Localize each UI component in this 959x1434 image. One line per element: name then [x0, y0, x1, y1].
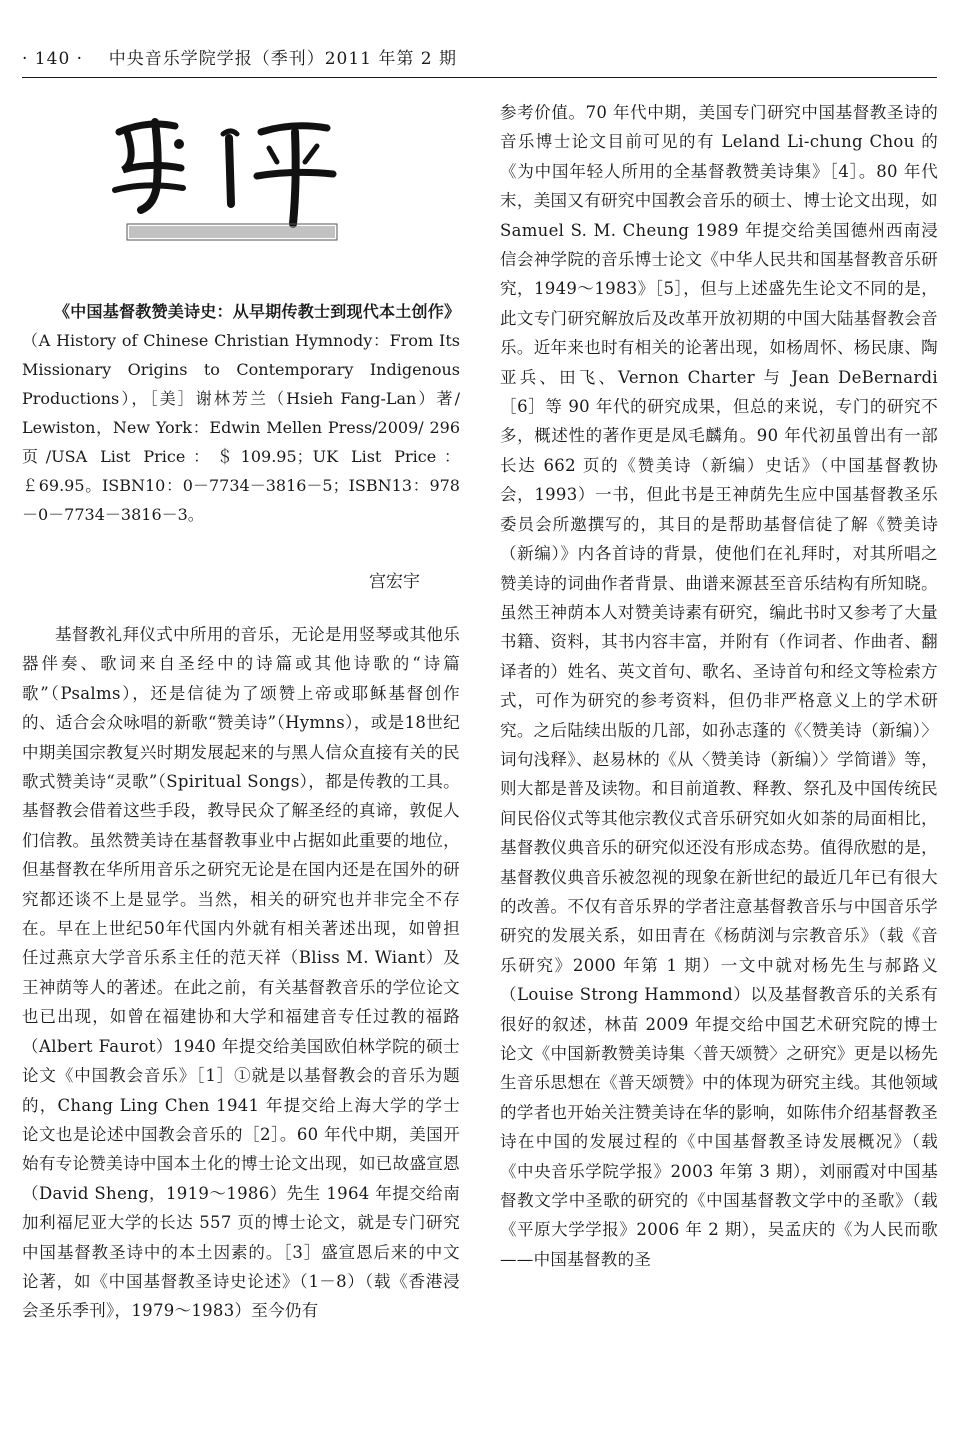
- section-title-calligraphy: [97, 92, 460, 257]
- review-author: 宫宏宇: [369, 572, 420, 592]
- header-rule: [22, 77, 937, 78]
- left-column: [22, 92, 460, 1414]
- body-text-right: 参考价值。70 年代中期，美国专门研究中国基督教圣诗的音乐博士论文目前可见的有 Leland Li-chung Chou 的《为中国年轻人所用的全基督教赞美诗集》［4］。80 年代末，美国又有研究中国教会音乐的硕士、博士论文出现，如 Samuel S. M. Cheung 1989 年提交给美国德州西南浸信会神学院的音乐博士论文《中华人民共和国基督教音乐研究，1949～1983》［5］，但与上述盛先生论文不同的是，此文专门研究解放后及改革开放初期的中国大陆基督教会音乐。近年来也时有相关的论著出现，如杨周怀、杨民康、陶亚兵、田飞、Vernon Charter 与 Jean DeBernardi［6］等 90 年代的研究成果，但总的来说，专门的研究不多，概述性的著作更是凤毛麟角。90 年代初虽曾出有一部长达 662 页的《赞美诗（新编）史话》（中国基督教协会，1993）一书，但此书是王神荫先生应中国基督教圣乐委员会所邀撰写的，其目的是帮助基督信徒了解《赞美诗（新编）》内各首诗的背景，使他们在礼拜时，对其所唱之赞美诗的词曲作者背景、曲谱来源甚至音乐结构有所知晓。虽然王神荫本人对赞美诗素有研究，编此书时又参考了大量书籍、资料，其书内容丰富，并附有（作词者、作曲者、翻译者的）姓名、英文首句、歌名、圣诗首句和经文等检索方式，可作为研究的参考资料，但仍非严格意义上的学术研究。之后陆续出版的几部，如孙志蓬的《〈赞美诗（新编）〉词句浅释》、赵易林的《从〈赞美诗（新编）〉学简谱》等，则大都是普及读物。和目前道教、释教、祭孔及中国传统民间民俗仪式等其他宗教仪式音乐研究如火如荼的局面相比，基督教仪典音乐的研究似还没有形成态势。值得欣慰的是，基督教仪典音乐被忽视的现象在新世纪的最近几年已有很大的改善。不仅有音乐界的学者注意基督教音乐与中国音乐学研究的发展关系，如田青在《杨荫浏与宗教音乐》（载《音乐研究》2000 年第 1 期）一文中就对杨先生与郝路义（Louise Strong Hammond）以及基督教音乐的关系有很好的叙述，林苗 2009 年提交给中国艺术研究院的博士论文《中国新教赞美诗集〈普天颂赞〉之研究》更是以杨先生音乐思想在《普天颂赞》中的体现为研究主线。其他领域的学者也开始关注赞美诗在华的影响，如陈伟介绍基督教圣诗在中国的发展过程的《中国基督教圣诗发展概况》（载《中央音乐学院学报》2003 年第 3 期），刘丽霞对中国基督教文学中圣歌的研究的《中国基督教文学中的圣歌》（载《平原大学学报》2006 年 2 期），吴孟庆的《为人民而歌——中国基督教的圣: [500, 103, 938, 1269]
- page-number: · 140 ·: [22, 49, 84, 69]
- running-header: [22, 44, 937, 69]
- book-citation: [22, 297, 460, 529]
- right-column: [500, 92, 938, 1414]
- book-details: （A History of Chinese Christian Hymnody：From Its Missionary Origins to Contemporary Indigenous Productions），［美］谢林芳兰（Hsieh Fang-Lan）著/ Lewiston，New York：Edwin Mellen Press/2009/ 296 页/USA List Price：＄109.95；UK List Price：￡69.95。ISBN10：0－7734－3816－5；ISBN13：978－0－7734－3816－3。: [22, 331, 460, 524]
- book-title: 《中国基督教赞美诗史：从早期传教士到现代本土创作》: [54, 302, 460, 321]
- calligraphy-logo: [97, 92, 357, 252]
- body-text-left: 基督教礼拜仪式中所用的音乐，无论是用竖琴或其他乐器伴奏、歌词来自圣经中的诗篇或其他诗歌的“诗篇歌”（Psalms），还是信徒为了颂赞上帝或耶稣基督创作的、适合会众咏唱的新歌“赞美诗”（Hymns），或是18世纪中期美国宗教复兴时期发展起来的与黑人信众直接有关的民歌式赞美诗“灵歌”（Spiritual Songs），都是传教的工具。基督教会借着这些手段，教导民众了解圣经的真谛，敦促人们信教。虽然赞美诗在基督教事业中占据如此重要的地位，但基督教在华所用音乐之研究无论是在国内还是在国外的研究都还谈不上是显学。当然，相关的研究也并非完全不存在。早在上世纪50年代国内外就有相关著述出现，如曾担任过燕京大学音乐系主任的范天祥（Bliss M. Wiant）及王神荫等人的著述。在此之前，有关基督教音乐的学位论文也已出现，如曾在福建协和大学和福建音专任过教的福路（Albert Faurot）1940 年提交给美国欧伯林学院的硕士论文《中国教会音乐》［1］①就是以基督教会的音乐为题的，Chang Ling Chen 1941 年提交给上海大学的学士论文也是论述中国教会音乐的［2］。60 年代中期，美国开始有专论赞美诗中国本土化的博士论文出现，如已故盛宣恩（David Sheng，1919～1986）先生 1964 年提交给南加利福尼亚大学的长达 557 页的博士论文，就是专门研究中国基督教圣诗中的本土因素的。［3］盛宣恩后来的中文论著，如《中国基督教圣诗史论述》（1－8）（载《香港浸会圣乐季刊》，1979～1983）至今仍有: [22, 625, 460, 1321]
- journal-title: 中央音乐学院学报（季刊）2011 年第 2 期: [108, 49, 457, 69]
